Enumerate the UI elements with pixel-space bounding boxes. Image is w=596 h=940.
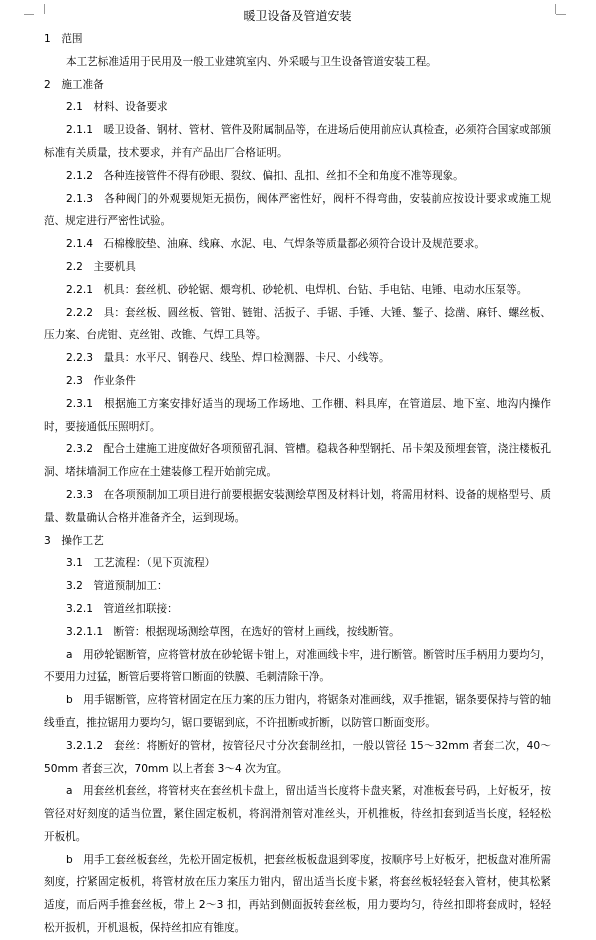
paragraph: a 用套丝机套丝，将管材夹在套丝机卡盘上，留出适当长度将卡盘夹紧，对准板套号码，上好板牙，按管径对好刻度的适当位置，紧住固定板机，将润滑剂管对准丝头，开机推板，待丝扣套到适当长度，轻轻松开板机。 xyxy=(44,785,551,843)
paragraph: 2.1.3 各种阀门的外观要规矩无损伤，阀体严密性好，阀杆不得弯曲，安装前应按设计要求或施工规范、规定进行严密性试验。 xyxy=(44,192,551,228)
paragraph: 2.1.2 各种连接管件不得有砂眼、裂纹、偏扣、乱扣、丝扣不全和角度不准等现象。 xyxy=(66,169,464,182)
paragraph: 2.2.3 量具：水平尺、钢卷尺、线坠、焊口检测器、卡尺、小线等。 xyxy=(66,352,390,365)
paragraph: 2.3.3 在各项预制加工项目进行前要根据安装测绘草图及材料计划，将需用材料、设备的规格型号、质量、数量确认合格并准备齐全，运到现场。 xyxy=(44,488,551,524)
paragraph: a 用砂轮锯断管，应将管材放在砂轮锯卡钳上，对准画线卡牢，进行断管。断管时压手柄用力要均匀，不要用力过猛，断管后要将管口断面的铁膜、毛刺清除干净。 xyxy=(44,648,551,684)
paragraph: 3.2 管道预制加工： xyxy=(66,580,168,593)
paragraph: 3.1 工艺流程：（见下页流程） xyxy=(66,557,216,570)
section-heading: 2 施工准备 xyxy=(44,78,104,91)
corner-mark-top-right-h xyxy=(556,14,566,15)
paragraph-list xyxy=(44,28,551,940)
paragraph: 3.2.1.1 断管：根据现场测绘草图，在选好的管材上画线，按线断管。 xyxy=(66,625,400,638)
paragraph: 2.2.1 机具：套丝机、砂轮锯、煨弯机、砂轮机、电焊机、台钻、手电钻、电锤、电动水压泵等。 xyxy=(66,283,528,296)
paragraph: 3.2.1 管道丝扣联接： xyxy=(66,602,178,615)
document-title: 暖卫设备及管道安装 xyxy=(243,9,352,23)
section-heading: 3 操作工艺 xyxy=(44,534,104,547)
paragraph: 2.3 作业条件 xyxy=(66,374,136,387)
paragraph: 2.1 材料、设备要求 xyxy=(66,101,168,114)
paragraph: b 用手锯断管，应将管材固定在压力案的压力钳内，将锯条对准画线，双手推锯，锯条要保持与管的轴线垂直，推拉锯用力要均匀，锯口要锯到底，不许扭断或折断，以防管口断面变形。 xyxy=(44,694,551,729)
corner-mark-top-left-h xyxy=(24,14,34,15)
document-body xyxy=(44,8,551,940)
paragraph: 2.3.1 根据施工方案安排好适当的现场工作场地、工作棚、料具库，在管道层、地下室、地沟内操作时，要接通低压照明灯。 xyxy=(44,397,551,433)
corner-mark-top-right xyxy=(555,4,566,14)
paragraph: 3.2.1.2 套丝：将断好的管材，按管径尺寸分次套制丝扣，一般以管径 15～32mm 者套二次，40～50mm 者套三次，70mm 以上者套 3～4 次为宜。 xyxy=(44,739,551,775)
paragraph: 2.2.2 具：套丝板、圆丝板、管钳、链钳、活扳子、手锯、手锤、大锤、錾子、捻凿、麻钎、螺丝板、压力案、台虎钳、克丝钳、改锥、气焊工具等。 xyxy=(44,306,551,342)
paragraph: 2.2 主要机具 xyxy=(66,260,136,273)
section-heading: 1 范围 xyxy=(44,33,83,45)
paragraph: b 用手工套丝板套丝，先松开固定板机，把套丝板板盘退到零度，按顺序号上好板牙，把板盘对准所需刻度，拧紧固定板机，将管材放在压力案压力钳内，留出适当长度卡紧，将套丝板轻轻套入管材，使其松紧适度，而后两手推套丝板，带上 2～3 扣，再站到侧面扳转套丝板，用力要均匀，待丝扣即将套成时，轻轻松开扳机，开机退板，保持丝扣应有锥度。 xyxy=(44,853,551,935)
paragraph: 2.1.1 暖卫设备、钢材、管材、管件及附属制品等，在进场后使用前应认真检查，必须符合国家或部颁标准有关质量，技术要求，并有产品出厂合格证明。 xyxy=(44,124,551,159)
paragraph: 本工艺标准适用于民用及一般工业建筑室内、外采暖与卫生设备管道安装工程。 xyxy=(66,55,437,68)
paragraph: 2.1.4 石棉橡胶垫、油麻、线麻、水泥、电、气焊条等质量都必须符合设计及规范要求。 xyxy=(66,238,485,251)
paragraph: 2.3.2 配合土建施工进度做好各项预留孔洞、管槽。稳栽各种型钢托、吊卡架及预埋套管，浇注楼板孔洞、堵抹墙洞工作应在土建装修工程开始前完成。 xyxy=(44,443,551,479)
